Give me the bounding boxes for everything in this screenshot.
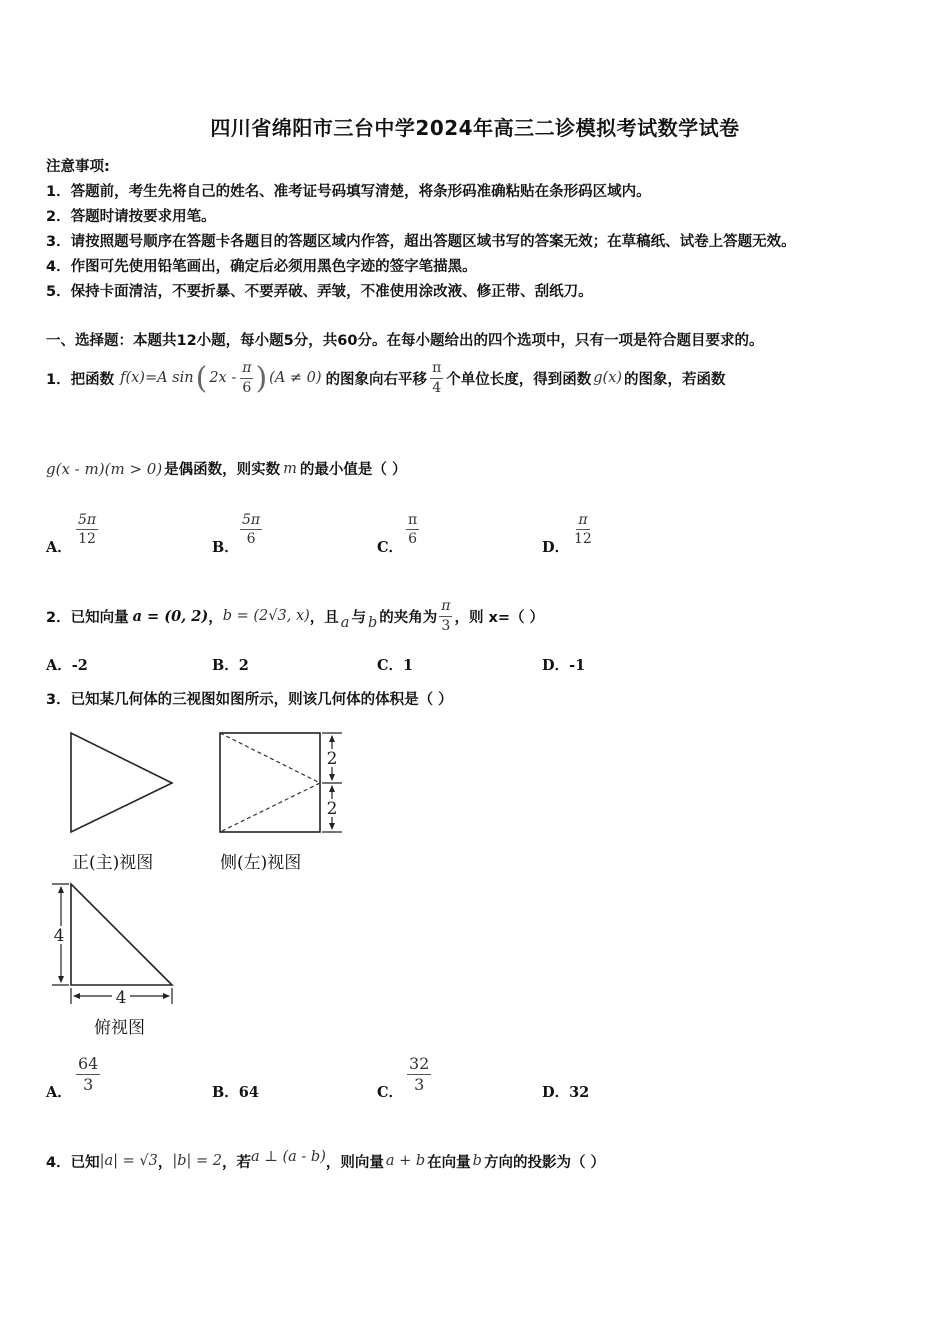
q1-pi-over-4: $\frac{\pi}{4}$ bbox=[432, 360, 442, 396]
q1-pi-over-6: $\frac{\pi}{6}$ bbox=[242, 360, 252, 396]
side-view-hidden-lines bbox=[220, 733, 320, 832]
q1-option-c-value[interactable]: $\frac{\pi}{6}$ bbox=[408, 512, 418, 548]
q1-condition: (A ≠ 0) bbox=[269, 370, 322, 386]
top-view-caption: 俯视图 bbox=[94, 1018, 145, 1038]
side-dim-upper: 2 bbox=[326, 749, 338, 769]
page-title: 四川省绵阳市三台中学2024年高三二诊模拟考试数学试卷 bbox=[210, 116, 740, 140]
question-1-line-1: 1．把函数 f(x)=A sin ( 2x - $\frac{\pi}{6}$ ) (A ≠ 0) 的图象向右平移 $\frac{\pi}{4}$ 个单位长度，得到函数 g(x) 的图象，若函数 bbox=[46, 360, 726, 396]
q1-option-d-value[interactable]: $\frac{\pi}{12}$ bbox=[574, 512, 592, 548]
q2-vector-b-def: b = (2√3, x) bbox=[222, 608, 310, 624]
q4-abs-a: |a| = √3 bbox=[99, 1153, 158, 1169]
q2-pi-over-3: $\frac{\pi}{3}$ bbox=[441, 598, 451, 634]
q4-sep: ， bbox=[157, 1154, 173, 1171]
q2-option-b[interactable]: B．2 bbox=[212, 657, 249, 674]
q1-text-6: 的最小值是（ ） bbox=[299, 462, 407, 478]
q4-text-2: ，若 bbox=[222, 1154, 251, 1171]
note-item-4: 4．作图可先使用铅笔画出，确定后必须用黑色字迹的签字笔描黑。 bbox=[46, 259, 477, 275]
q2-a: a bbox=[340, 615, 350, 631]
front-view-triangle bbox=[71, 733, 172, 832]
q4-abs-b: |b| = 2 bbox=[172, 1153, 222, 1169]
q4-text-3: ，则向量 bbox=[325, 1154, 384, 1171]
q1-text-5: 是偶函数，则实数 bbox=[164, 462, 281, 478]
q1-text-1: 1．把函数 bbox=[46, 371, 115, 388]
q2-text-5: ，则 x=（ ） bbox=[454, 609, 545, 626]
q2-sep: ， bbox=[208, 609, 223, 626]
side-dim-lower: 2 bbox=[326, 799, 338, 819]
q2-text-1: 2．已知向量 bbox=[46, 609, 129, 626]
q2-text-4: 的夹角为 bbox=[379, 609, 438, 626]
q4-text-4: 在向量 bbox=[427, 1154, 471, 1171]
top-dim-horizontal: 4 bbox=[115, 988, 127, 1008]
q3-option-a-label[interactable]: A． bbox=[46, 1084, 72, 1101]
section-heading: 一、选择题：本题共12小题，每小题5分，共60分。在每小题给出的四个选项中，只有一项是符合题目要求的。 bbox=[46, 333, 764, 349]
q1-option-a-label[interactable]: A． bbox=[46, 539, 72, 556]
question-4 bbox=[46, 1146, 605, 1176]
q4-perp: a ⊥ (a - b) bbox=[251, 1149, 326, 1165]
q3-option-a-value[interactable]: $\frac{64}{3}$ bbox=[78, 1054, 99, 1095]
q2-option-c[interactable]: C．1 bbox=[377, 657, 414, 674]
q2-option-d[interactable]: D．-1 bbox=[542, 657, 586, 674]
q1-var-m: m bbox=[283, 460, 297, 477]
q1-text-4: 的图象，若函数 bbox=[624, 371, 726, 388]
note-item-3: 3．请按照题号顺序在答题卡各题目的答题区域内作答，超出答题区域书写的答案无效；在草稿纸、试卷上答题无效。 bbox=[46, 234, 796, 250]
q2-text-3: 与 bbox=[351, 609, 366, 626]
q4-a-plus-b: a + b bbox=[385, 1153, 426, 1169]
question-3: 3．已知某几何体的三视图如图所示，则该几何体的体积是（ ） bbox=[46, 692, 453, 708]
q4-text-1: 4．已知 bbox=[46, 1154, 100, 1171]
q1-func-g-shift: g(x - m)(m > 0) bbox=[46, 459, 163, 478]
q1-func-g: g(x) bbox=[593, 370, 623, 386]
q2-option-a[interactable]: A．-2 bbox=[46, 657, 88, 674]
q4-text-5: 方向的投影为（ ） bbox=[483, 1154, 606, 1171]
q1-option-b-value[interactable]: $\frac{5\pi}{6}$ bbox=[242, 512, 261, 548]
q2-vector-a-def: a = (0, 2) bbox=[132, 607, 209, 625]
notes-heading: 注意事项: bbox=[46, 159, 110, 175]
q3-option-d[interactable]: D．32 bbox=[542, 1084, 590, 1101]
front-view-caption: 正(主)视图 bbox=[72, 853, 154, 873]
q1-option-d-label[interactable]: D． bbox=[542, 539, 570, 556]
q3-option-c-label[interactable]: C． bbox=[377, 1084, 404, 1101]
q3-option-b[interactable]: B．64 bbox=[212, 1084, 259, 1101]
q3-option-c-value[interactable]: $\frac{32}{3}$ bbox=[409, 1054, 430, 1095]
q2-text-2: ，且 bbox=[309, 609, 339, 626]
side-view-square bbox=[220, 733, 320, 832]
side-view-caption: 侧(左)视图 bbox=[220, 853, 302, 873]
q2-b: b bbox=[367, 615, 378, 631]
q1-func-inner: 2x - bbox=[209, 370, 237, 386]
q1-func-f: f(x)=A sin bbox=[120, 370, 194, 386]
note-item-5: 5．保持卡面清洁，不要折暴、不要弄破、弄皱，不准使用涂改液、修正带、刮纸刀。 bbox=[46, 284, 593, 300]
q1-text-2: 的图象向右平移 bbox=[325, 371, 428, 388]
top-view-triangle bbox=[71, 884, 172, 985]
q4-b: b bbox=[472, 1153, 482, 1169]
q1-option-a-value[interactable]: $\frac{5\pi}{12}$ bbox=[78, 512, 97, 548]
note-item-2: 2．答题时请按要求用笔。 bbox=[46, 209, 216, 225]
note-item-1: 1．答题前，考生先将自己的姓名、准考证号码填写清楚，将条形码准确粘贴在条形码区域内。 bbox=[46, 184, 651, 200]
q1-option-c-label[interactable]: C． bbox=[377, 539, 404, 556]
q1-text-3: 个单位长度，得到函数 bbox=[446, 371, 592, 388]
top-dim-vertical: 4 bbox=[53, 926, 65, 946]
q1-option-b-label[interactable]: B． bbox=[212, 539, 239, 556]
